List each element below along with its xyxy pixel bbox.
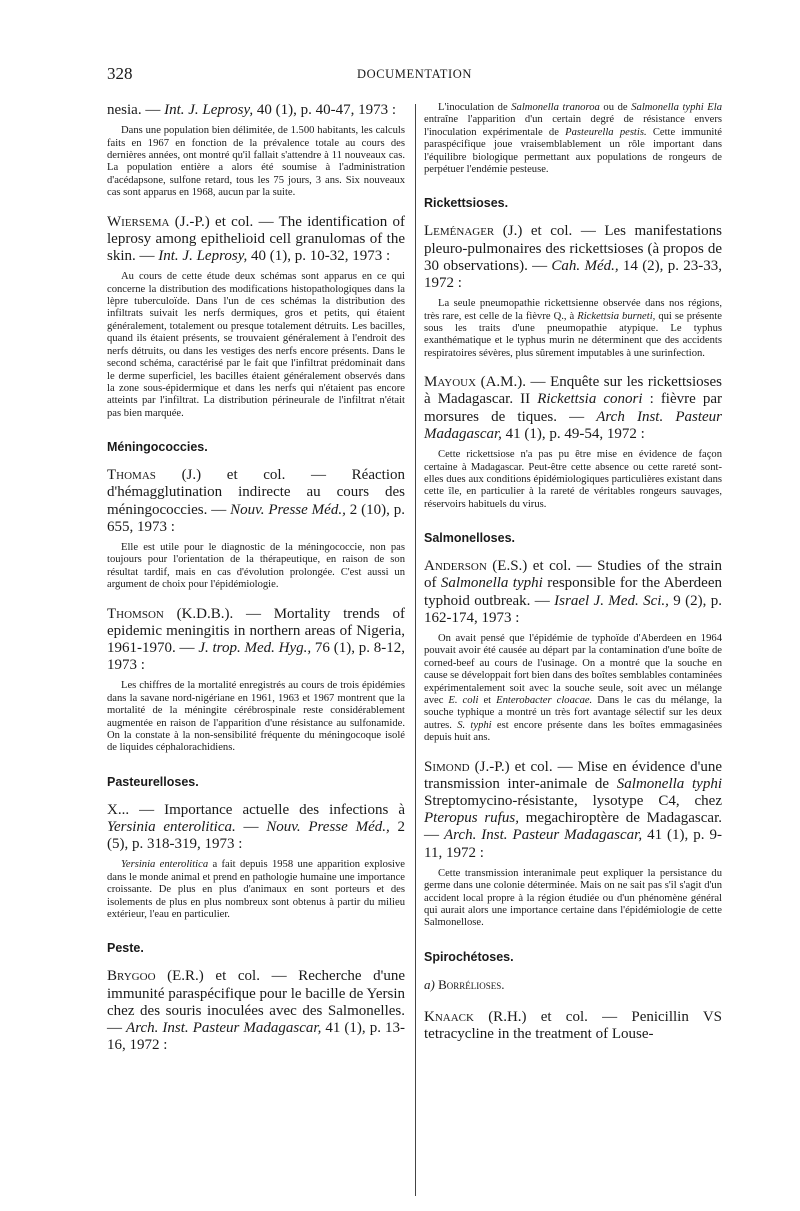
author-name: Mayoux — [424, 374, 477, 391]
reference-title: Streptomycino-résistante, lysotype C4, chez — [424, 793, 722, 809]
species-name: Pasteurella pestis. — [565, 126, 647, 138]
abstract: Dans une population bien délimitée, de 1.500 habitants, les calculs faits en 1967 en fonction de la prévalence totale au cours des dernières années, ont montré qu'il fallait s'attendre à 11 nouveaux cas. La population entière a alors été soumise à l'administration d'acédapsone, sulfone retard, tous les 75 jours, 3 ans. Six nouveaux cas sont apparus en 1968, aucun par la suite. — [107, 125, 405, 199]
abstract-text: L'inoculation de — [438, 102, 512, 113]
author-name: Simond — [424, 758, 470, 775]
reference-entry — [424, 1009, 722, 1043]
author-initials: (J.) et col. — [155, 467, 286, 484]
section-heading: Pasteurelloses. — [107, 774, 199, 789]
reference-entry — [424, 759, 722, 862]
author-initials: (J.-P.) et col. — [469, 758, 553, 775]
reference-title: — Les manifestations pleuro-pulmonaires des rickettsioses (à propos de 30 observations). — — [424, 223, 722, 274]
abstract-text: ou de — [599, 102, 632, 113]
abstract: Au cours de cette étude deux schémas sont apparus en ce qui concerne la distribution des modifications histopathologiques dans la lèpre tuberculoïde. Dans l'un de ces schémas la distribution des infiltrats suivait les nerfs dermiques, gros et petits, qui étaient généralement, totalement ou presque totalement détruits. Les bacilles, quand ils étaient présents, se trouvaient généralement à l'endroit des nerfs détruits, ou dans les vestiges des nerfs encore présents. Dans le second schéma, caractérisé par le fait que l'infiltrat prédominait dans le derme superficiel, les bacilles étaient généralement observés dans la zone sous-épidermique et dans les nerfs qui n'étaient pas encore atteints par l'infiltrat. La distribution périneurale de l'infiltrat n'était pas bien marquée. — [107, 271, 405, 419]
species-name: Pteropus rufus, — [424, 810, 519, 827]
reference-entry — [107, 606, 405, 675]
abstract-text: Dans le cas du mélange, la souche typhique a montré un très fort avantage sélectif sur les deux autres. — [424, 694, 722, 731]
reference-details: 41 (1), p. 49-54, 1972 : — [501, 425, 645, 442]
section-heading: Méningococcies. — [107, 440, 208, 455]
author-name: Wiersema — [107, 213, 170, 230]
abstract: Elle est utile pour le diagnostic de la méningococcie, non pas toujours pour l'orientation de la thérapeutique, en raison de son résultat tardif, mais en cas d'évolution prolongée. C'est aussi un argument de choix pour l'épidémiologie. — [107, 541, 405, 591]
reference-title: — Importance actuelle des infections à — [129, 801, 405, 818]
reference-entry — [107, 968, 405, 1054]
abstract-text: La seule pneumopathie rickettsienne observée dans nos régions, très rare, est celle de la fièvre Q., à — [424, 298, 722, 322]
journal-name: Int. J. Leprosy, — [164, 102, 254, 118]
journal-name: Nouv. Presse Méd., — [230, 501, 346, 518]
reference-title: : fièvre par morsures de tiques. — — [424, 391, 722, 425]
author-initials: (J.-P.) et col. — [169, 213, 254, 230]
reference-entry — [424, 558, 722, 627]
journal-name: Israel J. Med. Sci., — [554, 592, 669, 609]
reference-details: 2 (5), p. 318-319, 1973 : — [107, 819, 406, 853]
reference-details: 76 (1), p. 8-12, 1973 : — [107, 639, 406, 674]
species-name: Salmonella typhi — [440, 575, 543, 592]
author-initials: (J.) et col. — [494, 223, 573, 240]
reference-title: megachiroptère de Madagascar. — — [424, 810, 722, 844]
reference-details: 2 (10), p. 655, 1973 : — [107, 501, 405, 535]
reference-text: nesia. — — [107, 102, 165, 118]
reference-entry — [107, 467, 405, 536]
species-name: Yersinia enterolitica — [121, 859, 209, 871]
left-column — [107, 102, 405, 1060]
reference-details: 14 (2), p. 23-33, 1972 : — [424, 257, 722, 292]
species-name: Rickettsia conori — [537, 391, 643, 408]
author-name: Brygoo — [107, 968, 156, 985]
section-heading: Spirochétoses. — [424, 949, 514, 964]
subsection-letter: a) — [424, 976, 435, 992]
species-name: Rickettsia burneti, — [577, 310, 656, 322]
journal-name: Arch. Inst. Pasteur Madagascar, — [126, 1020, 322, 1037]
reference-entry — [107, 214, 405, 266]
running-title: DOCUMENTATION — [356, 67, 473, 81]
journal-name: Arch. Inst. Pasteur Madagascar, — [443, 827, 643, 844]
journal-name: Cah. Méd., — [551, 257, 619, 274]
author-initials: (E.S.) et col. — [486, 558, 572, 575]
reference-title: responsible for the Aberdeen typhoid outbreak. — — [424, 575, 722, 609]
reference-title: — The identification of leprosy among epithelioid cell granulomas of the skin. — — [107, 213, 405, 265]
reference-title: — Enquête sur les rickettsioses à Madagascar. II — [424, 374, 722, 408]
abstract: Cette transmission interanimale peut expliquer la persistance du germe dans une colonie déterminée. Mais on ne sait pas s'il s'agit d'un accident local propre à la région étudiée ou d'un phénomène général qui aurait alors une importance certaine dans l'épidémiologie de cette Salmonellose. — [424, 867, 722, 929]
reference-details: 9 (2), p. 162-174, 1973 : — [424, 592, 722, 626]
reference-details: 40 (1), p. 40-47, 1973 : — [253, 102, 397, 118]
author-name: Leménager — [424, 223, 495, 240]
reference-entry — [424, 223, 722, 292]
species-name: Salmonella tranoroa — [511, 102, 600, 113]
reference-details: 41 (1), p. 13-16, 1972 : — [107, 1020, 405, 1054]
author-name: Anderson — [424, 558, 487, 575]
right-column — [424, 102, 722, 1049]
abstract: Cette rickettsiose n'a pas pu être mise en évidence de façon certaine à Madagascar. Peut-être cette absence ou cette rareté sont-elles dues aux conditions épidémiologiques particulières existant dans cette île, en particulier à la rareté de véritables rongeurs sauvages, réservoirs habituels du virus. — [424, 449, 722, 510]
species-name: E. coli — [448, 694, 479, 706]
author-initials: (E.R.) et col. — [155, 968, 260, 985]
reference-title: — Mise en évidence d'une transmission inter-animale de — [424, 758, 722, 792]
abstract-text: Cette immunité paraspécifique joue vraisemblablement un rôle important dans l'équilibre biologique permettant aux populations de rongeurs de perpétuer l'endémie pesteuse. — [424, 126, 722, 176]
reference-details: 40 (1), p. 10-32, 1973 : — [247, 248, 391, 265]
abstract-text: a fait depuis 1958 une apparition explosive dans le monde animal et prend en pathologie humaine une importance croissante. De plus en plus d'animaux en sont porteurs et des isolements de plus en plus nombreux sont obtenus à partir du milieu extérieur, l'eau en particulier. — [107, 859, 405, 921]
reference-entry — [107, 802, 405, 854]
abstract — [424, 102, 722, 176]
journal-name: Arch Inst. Pasteur Madagascar, — [424, 408, 722, 442]
reference-title: — Recherche d'une immunité paraspécifique pour le bacille de Yersin chez des souris inoculées avec des Salmonelles. — — [107, 968, 406, 1037]
column-divider — [415, 104, 416, 1196]
author-initials: (A.M.). — [476, 374, 526, 391]
author-initials: (K.D.B.). — [163, 605, 234, 622]
author-name: Knaack — [424, 1008, 474, 1025]
author-name: Thomas — [107, 467, 156, 484]
reference-title: — Penicillin VS tetracycline in the treatment of Louse- — [424, 1008, 722, 1043]
reference-title: — Mortality trends of epidemic meningitis in northern areas of Nigeria, 1961-1970. — — [107, 605, 405, 656]
abstract-text: qui se présente sous les traits d'une pneumopathie atypique. Le typhus exanthématique et le typhus murin ne déterminent que des accidents respiratoires sévères, plus sûrement imputables à une surinfection. — [424, 310, 723, 359]
reference-title: — Réaction d'hémagglutination indirecte au cours des méningococcies. — — [107, 467, 405, 518]
journal-name: Nouv. Presse Méd., — [266, 819, 390, 836]
journal-name: Int. J. Leprosy, — [158, 248, 248, 265]
reference-entry — [107, 102, 405, 119]
species-name: S. typhi — [457, 719, 492, 731]
journal-name: J. trop. Med. Hyg., — [198, 639, 312, 656]
subsection-name: Borrélioses. — [438, 976, 505, 992]
species-name: Enterobacter cloacae. — [496, 694, 593, 706]
author-initials: (R.H.) et col. — [473, 1008, 588, 1025]
abstract — [424, 633, 722, 745]
section-heading: Peste. — [107, 941, 144, 956]
section-heading: Rickettsioses. — [424, 196, 509, 211]
abstract-text: entraîne l'apparition d'un certain degré de résistance envers l'inoculation expérimentale de — [424, 114, 722, 138]
section-heading: Salmonelloses. — [424, 531, 516, 546]
abstract — [424, 298, 722, 360]
reference-title: — Studies of the strain of — [424, 558, 722, 592]
species-name: Salmonella typhi — [616, 775, 722, 792]
reference-details: 41 (1), p. 9-11, 1972 : — [424, 827, 722, 861]
reference-entry — [424, 374, 722, 443]
author-name: Thomson — [107, 605, 164, 622]
separator: — — [235, 819, 267, 836]
species-name: Yersinia enterolitica. — [107, 819, 236, 836]
abstract: Les chiffres de la mortalité enregistrés au cours de trois épidémies dans la savane nord-nigériane en 1961, 1963 et 1967 montrent que la mortalité de la méningite cérébrospinale reste considérablement augmentée en raison de l'apparition d'une résistance au sulfonamide. On la constate à la non-sensibilité fréquente du méningocoque isolé de liquides céphalorachidiens. — [107, 680, 405, 754]
subsection-heading — [424, 977, 722, 993]
species-name: Salmonella typhi Ela — [631, 102, 722, 113]
page-number: 328 — [107, 64, 133, 83]
abstract-text: et — [478, 694, 497, 706]
author-name: X... — [107, 801, 130, 818]
abstract-text: On avait pensé que l'épidémie de typhoïde d'Aberdeen en 1964 pouvait avoir été causée au départ par la contamination d'une boîte de corned-beef au cours de l'usinage. On a montré que la souche en cause se développait fort bien dans des boîtes semblables contaminées expérimentalement soit avec la souche seule, soit avec un mélange avec — [424, 632, 723, 706]
abstract-text: est encore présente dans les boîtes emmagasinées depuis huit ans. — [424, 719, 723, 744]
abstract — [107, 859, 405, 921]
page-header — [107, 64, 722, 84]
